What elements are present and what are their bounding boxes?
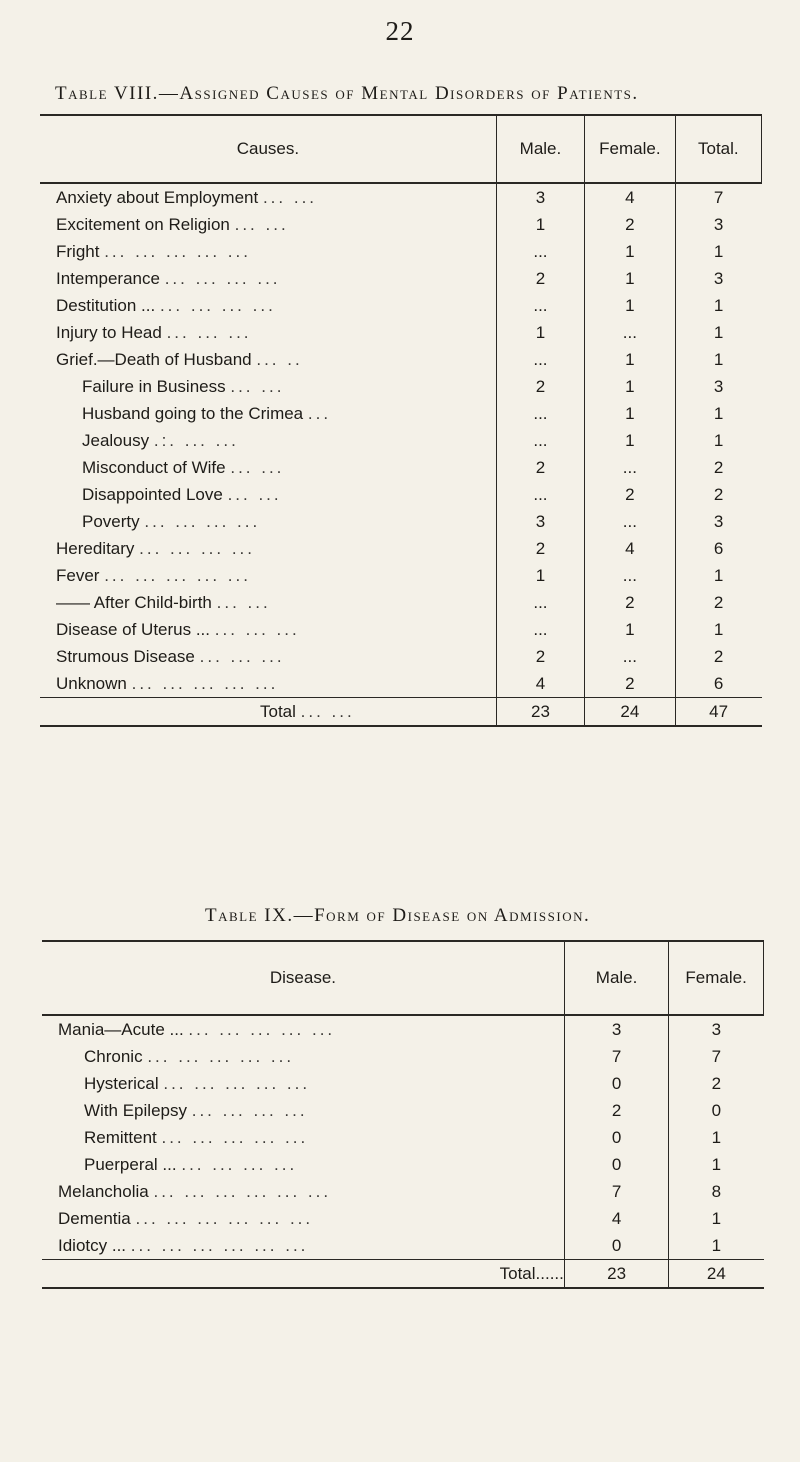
table-row [40, 643, 762, 670]
total-count: 1 [675, 427, 761, 454]
header-disease: Disease. [42, 941, 564, 1015]
row-label [40, 292, 496, 319]
male-count: 4 [496, 670, 584, 698]
female-count: 8 [669, 1178, 764, 1205]
table-row [42, 1232, 764, 1260]
header-female: Female. [585, 115, 676, 183]
female-count: ... [585, 454, 676, 481]
row-label [40, 698, 496, 727]
male-count: 1 [496, 562, 584, 589]
female-count: 1 [585, 616, 676, 643]
row-label-text: Fever [56, 565, 100, 585]
female-count: 4 [585, 535, 676, 562]
row-label [42, 1205, 564, 1232]
leader-dots: ... ... ... ... ... ... [153, 1181, 332, 1201]
table-row [42, 1151, 764, 1178]
row-label-text: Poverty [82, 511, 140, 531]
leader-dots: ... ... ... [199, 646, 285, 666]
row-label-text: Misconduct of Wife [82, 457, 226, 477]
male-count: ... [496, 427, 584, 454]
row-label-text: Total [260, 701, 296, 721]
row-label-text: Destitution ... [56, 295, 156, 315]
female-count: ... [585, 319, 676, 346]
total-label: Total...... [42, 1260, 564, 1289]
table-row [40, 292, 762, 319]
header-total: Total. [675, 115, 761, 183]
male-count: 4 [564, 1205, 668, 1232]
header-female: Female. [669, 941, 764, 1015]
female-count: 4 [585, 183, 676, 211]
male-count: ... [496, 238, 584, 265]
table-row [40, 454, 762, 481]
table-row [42, 1124, 764, 1151]
total-count: 1 [675, 346, 761, 373]
table-8-causes [40, 114, 762, 727]
male-count: ... [496, 481, 584, 508]
leader-dots: ... ... ... ... [181, 1154, 298, 1174]
row-label-text: Anxiety about Employment [56, 187, 259, 207]
leader-dots: ... ... ... ... ... [147, 1046, 295, 1066]
row-label [42, 1232, 564, 1260]
male-count: 3 [496, 183, 584, 211]
row-label [40, 265, 496, 292]
leader-dots: ... ... [230, 457, 285, 477]
male-count: 2 [496, 265, 584, 292]
male-count: 2 [496, 535, 584, 562]
table-row [40, 373, 762, 400]
row-label-text: Failure in Business [82, 376, 226, 396]
leader-dots: ... ... ... ... ... [188, 1019, 336, 1039]
male-total: 23 [496, 698, 584, 727]
male-count: 3 [496, 508, 584, 535]
table-8-title: Table VIII.—Assigned Causes of Mental Disorders of Patients. [55, 83, 639, 104]
row-label-text: Excitement on Religion [56, 214, 230, 234]
male-count: 1 [496, 319, 584, 346]
leader-dots: ... ... ... ... ... [104, 565, 251, 585]
total-count: 2 [675, 481, 761, 508]
leader-dots: ... ... [262, 187, 318, 207]
female-count: ... [585, 508, 676, 535]
leader-dots: ... ... [300, 701, 355, 721]
row-label [40, 183, 496, 211]
grand-total: 47 [675, 698, 761, 727]
row-label-text: —— After Child-birth [56, 592, 212, 612]
row-label [40, 454, 496, 481]
table-row [42, 1043, 764, 1070]
row-label [40, 508, 496, 535]
female-total: 24 [669, 1260, 764, 1289]
female-count: 1 [669, 1205, 764, 1232]
female-count: 1 [585, 346, 676, 373]
row-label [40, 238, 496, 265]
leader-dots: ... ... ... ... ... [163, 1073, 311, 1093]
row-label-text: With Epilepsy [84, 1100, 187, 1120]
table-9-disease [42, 940, 764, 1289]
male-count: 2 [496, 454, 584, 481]
female-count: 1 [585, 400, 676, 427]
female-count: 1 [585, 238, 676, 265]
male-count: 2 [496, 643, 584, 670]
table-row [40, 427, 762, 454]
female-count: 1 [585, 427, 676, 454]
male-count: 1 [496, 211, 584, 238]
female-count: ... [585, 562, 676, 589]
total-row [40, 698, 762, 727]
table-row [40, 319, 762, 346]
row-label-text: Jealousy [82, 430, 150, 450]
female-count: 1 [585, 292, 676, 319]
female-count: 2 [585, 670, 676, 698]
female-count: 2 [585, 211, 676, 238]
female-count: 2 [585, 589, 676, 616]
leader-dots: ... [307, 403, 332, 423]
total-count: 2 [675, 589, 761, 616]
row-label [40, 643, 496, 670]
row-label-text: Mania—Acute ... [58, 1019, 184, 1039]
male-total: 23 [564, 1260, 668, 1289]
leader-dots: ... ... ... ... [144, 511, 261, 531]
row-label [40, 400, 496, 427]
leader-dots: ... ... ... [214, 619, 300, 639]
row-label [40, 481, 496, 508]
total-count: 2 [675, 454, 761, 481]
table-row [42, 1070, 764, 1097]
total-count: 2 [675, 643, 761, 670]
total-count: 1 [675, 562, 761, 589]
male-count: 0 [564, 1151, 668, 1178]
leader-dots: ... ... [234, 214, 289, 234]
table-row [40, 589, 762, 616]
table-row [40, 238, 762, 265]
row-label [42, 1097, 564, 1124]
table-row [40, 346, 762, 373]
row-label-text: Fright [56, 241, 100, 261]
male-count: 0 [564, 1232, 668, 1260]
table-row [42, 1097, 764, 1124]
leader-dots: .:. ... ... [153, 430, 239, 450]
male-count: ... [496, 346, 584, 373]
row-label [42, 1043, 564, 1070]
female-count: 2 [585, 481, 676, 508]
leader-dots: ... ... ... ... [191, 1100, 308, 1120]
row-label [40, 373, 496, 400]
total-count: 1 [675, 616, 761, 643]
male-count: ... [496, 400, 584, 427]
leader-dots: ... ... ... ... ... [104, 241, 251, 261]
female-count: 1 [585, 265, 676, 292]
row-label [42, 1178, 564, 1205]
male-count: 7 [564, 1043, 668, 1070]
row-label [40, 346, 496, 373]
total-count: 3 [675, 508, 761, 535]
total-count: 3 [675, 265, 761, 292]
row-label [40, 535, 496, 562]
male-count: 7 [564, 1178, 668, 1205]
row-label-text: Husband going to the Crimea [82, 403, 304, 423]
female-count: 2 [669, 1070, 764, 1097]
header-male: Male. [564, 941, 668, 1015]
row-label-text: Disease of Uterus ... [56, 619, 211, 639]
female-count: 1 [669, 1124, 764, 1151]
table-row [40, 670, 762, 698]
table-row [42, 1178, 764, 1205]
female-count: ... [585, 643, 676, 670]
leader-dots: ... ... ... ... ... ... [135, 1208, 314, 1228]
male-count: ... [496, 616, 584, 643]
leader-dots: ... ... ... ... ... [161, 1127, 309, 1147]
female-count: 7 [669, 1043, 764, 1070]
row-label-text: Remittent [84, 1127, 157, 1147]
header-male: Male. [496, 115, 584, 183]
row-label [42, 1151, 564, 1178]
row-label [42, 1015, 564, 1043]
total-row [42, 1260, 764, 1289]
row-label-text: Hereditary [56, 538, 135, 558]
table-row [40, 265, 762, 292]
page-number: 22 [385, 16, 415, 46]
table-row [42, 1205, 764, 1232]
male-count: ... [496, 292, 584, 319]
leader-dots: ... ... ... ... [159, 295, 276, 315]
row-label-text: Intemperance [56, 268, 160, 288]
row-label [42, 1070, 564, 1097]
leader-dots: ... ... ... ... [139, 538, 256, 558]
row-label-text: Grief.—Death of Husband [56, 349, 252, 369]
total-count: 3 [675, 211, 761, 238]
row-label-text: Idiotcy ... [58, 1235, 127, 1255]
table-row [42, 1015, 764, 1043]
total-count: 3 [675, 373, 761, 400]
leader-dots: ... ... ... ... [164, 268, 281, 288]
row-label [42, 1124, 564, 1151]
row-label-text: Disappointed Love [82, 484, 223, 504]
table-row [40, 562, 762, 589]
row-label-text: Unknown [56, 673, 127, 693]
female-count: 0 [669, 1097, 764, 1124]
leader-dots: ... ... [216, 592, 271, 612]
row-label-text: Strumous Disease [56, 646, 195, 666]
leader-dots: ... ... [230, 376, 285, 396]
table-row [40, 616, 762, 643]
row-label-text: Dementia [58, 1208, 131, 1228]
male-count: 0 [564, 1070, 668, 1097]
leader-dots: ... ... ... [166, 322, 252, 342]
total-count: 1 [675, 292, 761, 319]
table-row [40, 400, 762, 427]
table-row [40, 211, 762, 238]
male-count: ... [496, 589, 584, 616]
table-row [40, 508, 762, 535]
row-label [40, 427, 496, 454]
row-label [40, 319, 496, 346]
row-label-text: Injury to Head [56, 322, 162, 342]
total-count: 6 [675, 535, 761, 562]
row-label-text: Hysterical [84, 1073, 159, 1093]
total-count: 1 [675, 400, 761, 427]
leader-dots: ... ... [227, 484, 282, 504]
table-row [40, 535, 762, 562]
female-count: 3 [669, 1015, 764, 1043]
female-total: 24 [585, 698, 676, 727]
row-label [40, 211, 496, 238]
row-label-text: Melancholia [58, 1181, 149, 1201]
row-label [40, 589, 496, 616]
male-count: 2 [496, 373, 584, 400]
table-row [40, 183, 762, 211]
male-count: 3 [564, 1015, 668, 1043]
row-label [40, 670, 496, 698]
leader-dots: ... ... ... ... ... ... [130, 1235, 309, 1255]
table-9-title: Table IX.—Form of Disease on Admission. [205, 905, 591, 926]
male-count: 2 [564, 1097, 668, 1124]
total-count: 1 [675, 319, 761, 346]
row-label [40, 562, 496, 589]
row-label [40, 616, 496, 643]
female-count: 1 [669, 1232, 764, 1260]
total-count: 6 [675, 670, 761, 698]
total-count: 7 [675, 183, 761, 211]
total-count: 1 [675, 238, 761, 265]
row-label-text: Chronic [84, 1046, 143, 1066]
leader-dots: ... .. [256, 349, 303, 369]
female-count: 1 [669, 1151, 764, 1178]
female-count: 1 [585, 373, 676, 400]
male-count: 0 [564, 1124, 668, 1151]
header-causes: Causes. [40, 115, 496, 183]
row-label-text: Puerperal ... [84, 1154, 177, 1174]
leader-dots: ... ... ... ... ... [131, 673, 279, 693]
table-row [40, 481, 762, 508]
